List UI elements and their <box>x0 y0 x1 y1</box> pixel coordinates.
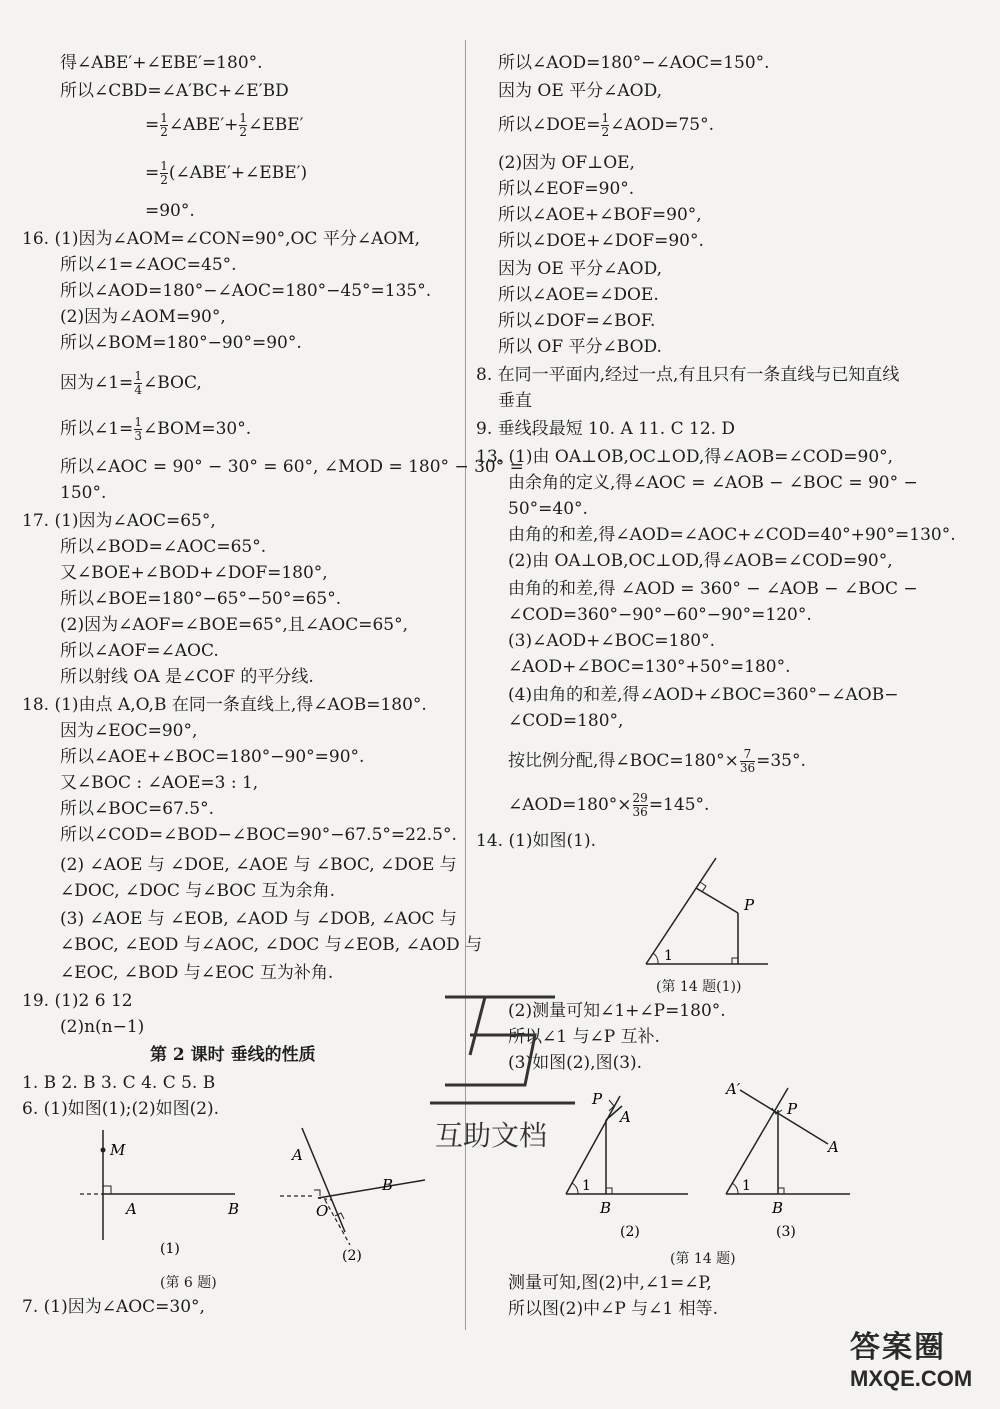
label-p: P <box>592 1090 603 1108</box>
text-line: 16. (1)因为∠AOM=∠CON=90°,OC 平分∠AOM, <box>22 229 421 249</box>
numerator: 1 <box>134 415 142 429</box>
label-b: B <box>772 1199 784 1217</box>
fraction-line <box>145 160 307 187</box>
text-line: (2)因为 OF⊥OE, <box>498 153 635 173</box>
logo-url: MXQE.COM <box>850 1366 973 1391</box>
fraction <box>601 112 609 139</box>
text-line: 150°. <box>60 483 107 503</box>
text-span: (∠ABE′+∠EBE′) <box>168 163 308 183</box>
denominator: 36 <box>739 761 756 775</box>
denominator: 2 <box>239 125 248 139</box>
text-line: 所以∠BOE=180°−65°−50°=65°. <box>60 589 342 609</box>
text-line: (3)∠AOD+∠BOC=180°. <box>508 631 716 651</box>
text-line: 得∠ABE′+∠EBE′=180°. <box>60 53 263 73</box>
subfigure-label: (2) <box>620 1224 640 1240</box>
text-line: (2) ∠AOE 与 ∠DOE, ∠AOE 与 ∠BOC, ∠DOE 与 <box>60 855 457 875</box>
text-line: 所以∠1=∠AOC=45°. <box>60 255 237 275</box>
dashed-perpendicular <box>325 1200 350 1245</box>
text-span: ∠BOC, <box>142 373 202 393</box>
text-line: 所以∠EOF=90°. <box>498 179 635 199</box>
angle-label-1: 1 <box>582 1178 591 1194</box>
point-m <box>101 1148 106 1153</box>
angle-label-1: 1 <box>742 1178 751 1194</box>
fraction <box>633 792 648 819</box>
dashed-segment <box>318 1198 332 1200</box>
label-m: M <box>110 1141 126 1159</box>
right-angle-mark <box>732 958 738 964</box>
text-span: =145°. <box>648 795 710 815</box>
text-line: (2)因为∠AOF=∠BOE=65°,且∠AOC=65°, <box>60 615 409 635</box>
slanted-line <box>646 858 716 964</box>
text-line: 所以∠AOC = 90° − 30° = 60°, ∠MOD = 180° − 30° = <box>60 457 524 477</box>
text-line: 因为 OE 平分∠AOD, <box>498 81 663 101</box>
corner-logo <box>850 1322 995 1402</box>
denominator: 3 <box>134 429 142 443</box>
label-a: A <box>828 1138 839 1156</box>
label-a: A <box>126 1200 137 1218</box>
label-p: P <box>787 1100 798 1118</box>
numerator: 1 <box>134 369 142 383</box>
text-line: 13. (1)由 OA⊥OB,OC⊥OD,得∠AOB=∠COD=90°, <box>476 447 894 467</box>
numerator: 7 <box>743 747 752 761</box>
text-span: 因为∠1= <box>60 373 134 393</box>
text-span: = <box>145 163 160 183</box>
logo-text: 答案圈 <box>850 1330 946 1365</box>
fraction-line <box>508 792 709 819</box>
denominator: 2 <box>601 125 610 139</box>
text-line: 50°=40°. <box>508 499 588 519</box>
fraction-line <box>498 112 714 139</box>
text-line: 所以∠AOE=∠DOE. <box>498 285 659 305</box>
text-line: ∠COD=360°−90°−60°−90°=120°. <box>508 605 812 625</box>
angle-arc <box>732 1183 738 1194</box>
text-span: ∠AOD=180°× <box>508 795 632 815</box>
text-line: 因为∠EOC=90°, <box>60 721 198 741</box>
text-line: (3) ∠AOE 与 ∠EOB, ∠AOD 与 ∠DOB, ∠AOC 与 <box>60 909 457 929</box>
figure-14-2-3 <box>560 1080 960 1240</box>
text-line: 因为 OE 平分∠AOD, <box>498 259 663 279</box>
fraction <box>160 112 168 139</box>
text-line: 所以∠DOF=∠BOF. <box>498 311 656 331</box>
label-b: B <box>382 1176 394 1194</box>
text-line: 由角的和差,得 ∠AOD = 360° − ∠AOB − ∠BOC − <box>508 579 918 599</box>
text-line: 所以∠BOM=180°−90°=90°. <box>60 333 302 353</box>
text-line: ∠BOC, ∠EOD 与∠AOC, ∠DOC 与∠EOB, ∠AOD 与 <box>60 935 483 955</box>
denominator: 2 <box>160 173 168 187</box>
figure-caption: (第 14 题) <box>670 1251 736 1267</box>
text-line: 9. 垂线段最短 10. A 11. C 12. D <box>476 419 736 439</box>
label-a-prime: A′ <box>726 1080 741 1098</box>
text-line: 6. (1)如图(1);(2)如图(2). <box>22 1099 220 1119</box>
label-p: P <box>744 896 755 914</box>
subfigure-label: (3) <box>776 1224 796 1240</box>
label-b: B <box>228 1200 240 1218</box>
text-line: 1. B 2. B 3. C 4. C 5. B <box>22 1073 216 1093</box>
label-a: A <box>620 1108 631 1126</box>
text-line: (2)因为∠AOM=90°, <box>60 307 226 327</box>
figure-caption: (第 14 题(1)) <box>656 979 742 995</box>
fraction <box>160 160 168 187</box>
text-line: 所以∠COD=∠BOD−∠BOC=90°−67.5°=22.5°. <box>60 825 457 845</box>
text-line: 7. (1)因为∠AOC=30°, <box>22 1297 205 1317</box>
text-line: 所以∠DOE+∠DOF=90°. <box>498 231 704 251</box>
label-a: A <box>292 1146 303 1164</box>
text-line: 17. (1)因为∠AOC=65°, <box>22 511 216 531</box>
subfigure-label: (2) <box>342 1248 362 1264</box>
text-line: 所以∠AOD=180°−∠AOC=150°. <box>498 53 770 73</box>
right-angle-mark <box>103 1186 111 1194</box>
text-line: 所以∠AOF=∠AOC. <box>60 641 219 661</box>
text-line: 14. (1)如图(1). <box>476 831 597 851</box>
label-b: B <box>600 1199 612 1217</box>
text-line: 所以∠1 与∠P 互补. <box>508 1027 660 1047</box>
fraction <box>740 748 755 775</box>
fraction-line <box>60 416 251 443</box>
text-line: 18. (1)由点 A,O,B 在同一条直线上,得∠AOB=180°. <box>22 695 427 715</box>
right-angle-mark <box>314 1190 320 1196</box>
denominator: 4 <box>134 383 142 397</box>
center-watermark <box>425 985 595 1155</box>
text-span: ∠EBE′ <box>248 115 304 135</box>
text-line: (2)测量可知∠1+∠P=180°. <box>508 1001 726 1021</box>
text-span: ∠ABE′+ <box>168 115 239 135</box>
text-line: 所以∠AOD=180°−∠AOC=180°−45°=135°. <box>60 281 432 301</box>
text-line: 所以∠AOE+∠BOF=90°, <box>498 205 702 225</box>
numerator: 1 <box>239 111 248 125</box>
fraction <box>239 112 247 139</box>
angle-label-1: 1 <box>664 948 673 964</box>
watermark-text: 互助文档 <box>435 1119 548 1152</box>
subfigure-label: (1) <box>160 1241 180 1257</box>
text-line: (2)由 OA⊥OB,OC⊥OD,得∠AOB=∠COD=90°, <box>508 551 893 571</box>
text-span: =35°. <box>756 751 806 771</box>
perpendicular-line <box>740 1090 828 1144</box>
text-span: ∠AOD=75°. <box>610 115 714 135</box>
text-line: 8. 在同一平面内,经过一点,有且只有一条直线与已知直线 <box>476 365 900 385</box>
angle-arc <box>572 1183 578 1194</box>
figure-14-1 <box>640 850 780 970</box>
text-line: 又∠BOC : ∠AOE=3 : 1, <box>60 773 259 793</box>
text-line: 由角的和差,得∠AOD=∠AOC+∠COD=40°+90°=130°. <box>508 525 956 545</box>
text-line: ∠AOD+∠BOC=130°+50°=180°. <box>508 657 791 677</box>
section-heading: 第 2 课时 垂线的性质 <box>150 1045 316 1065</box>
text-line: ∠DOC, ∠DOC 与∠BOC 互为余角. <box>60 881 336 901</box>
text-line: 又∠BOE+∠BOD+∠DOF=180°, <box>60 563 328 583</box>
fraction <box>134 370 142 397</box>
text-line: 所以∠AOE+∠BOC=180°−90°=90°. <box>60 747 365 767</box>
right-angle-mark <box>606 1188 612 1194</box>
text-line: ∠COD=180°, <box>508 711 624 731</box>
fraction-line <box>508 748 806 775</box>
fraction-line <box>60 370 202 397</box>
text-line: 所以∠CBD=∠A′BC+∠E′BD <box>60 81 289 101</box>
text-line: 测量可知,图(2)中,∠1=∠P, <box>508 1273 712 1293</box>
text-span: ∠BOM=30°. <box>142 419 252 439</box>
fraction <box>134 416 142 443</box>
text-line: 所以射线 OA 是∠COF 的平分线. <box>60 667 314 687</box>
text-line: 所以图(2)中∠P 与∠1 相等. <box>508 1299 719 1319</box>
text-span: 所以∠DOE= <box>498 115 601 135</box>
text-line: 所以∠BOD=∠AOC=65°. <box>60 537 267 557</box>
text-line: (4)由角的和差,得∠AOD+∠BOC=360°−∠AOB− <box>508 685 899 705</box>
text-line: 垂直 <box>498 391 532 411</box>
angle-arc <box>653 953 658 964</box>
text-line: =90°. <box>145 201 195 221</box>
label-o: O <box>316 1202 329 1220</box>
text-line: (2)n(n−1) <box>60 1017 145 1037</box>
text-span: = <box>145 115 160 135</box>
numerator: 1 <box>160 111 168 125</box>
text-line: ∠EOC, ∠BOD 与∠EOC 互为补角. <box>60 963 334 983</box>
text-line: 所以 OF 平分∠BOD. <box>498 337 662 357</box>
line-ob <box>318 1180 425 1198</box>
right-angle-mark <box>778 1188 784 1194</box>
figure-6 <box>70 1120 440 1270</box>
denominator: 36 <box>632 805 648 819</box>
text-line: 由余角的定义,得∠AOC = ∠AOB − ∠BOC = 90° − <box>508 473 918 493</box>
text-span: 所以∠1= <box>60 419 134 439</box>
text-span: 按比例分配,得∠BOC=180°× <box>508 751 739 771</box>
numerator: 1 <box>160 159 168 173</box>
text-line: 19. (1)2 6 12 <box>22 991 133 1011</box>
figure-caption: (第 6 题) <box>160 1275 217 1291</box>
denominator: 2 <box>160 125 168 139</box>
numerator: 1 <box>601 111 610 125</box>
text-line: (3)如图(2),图(3). <box>508 1053 643 1073</box>
numerator: 29 <box>632 791 648 805</box>
text-line: 所以∠BOC=67.5°. <box>60 799 214 819</box>
fraction-line <box>145 112 303 139</box>
